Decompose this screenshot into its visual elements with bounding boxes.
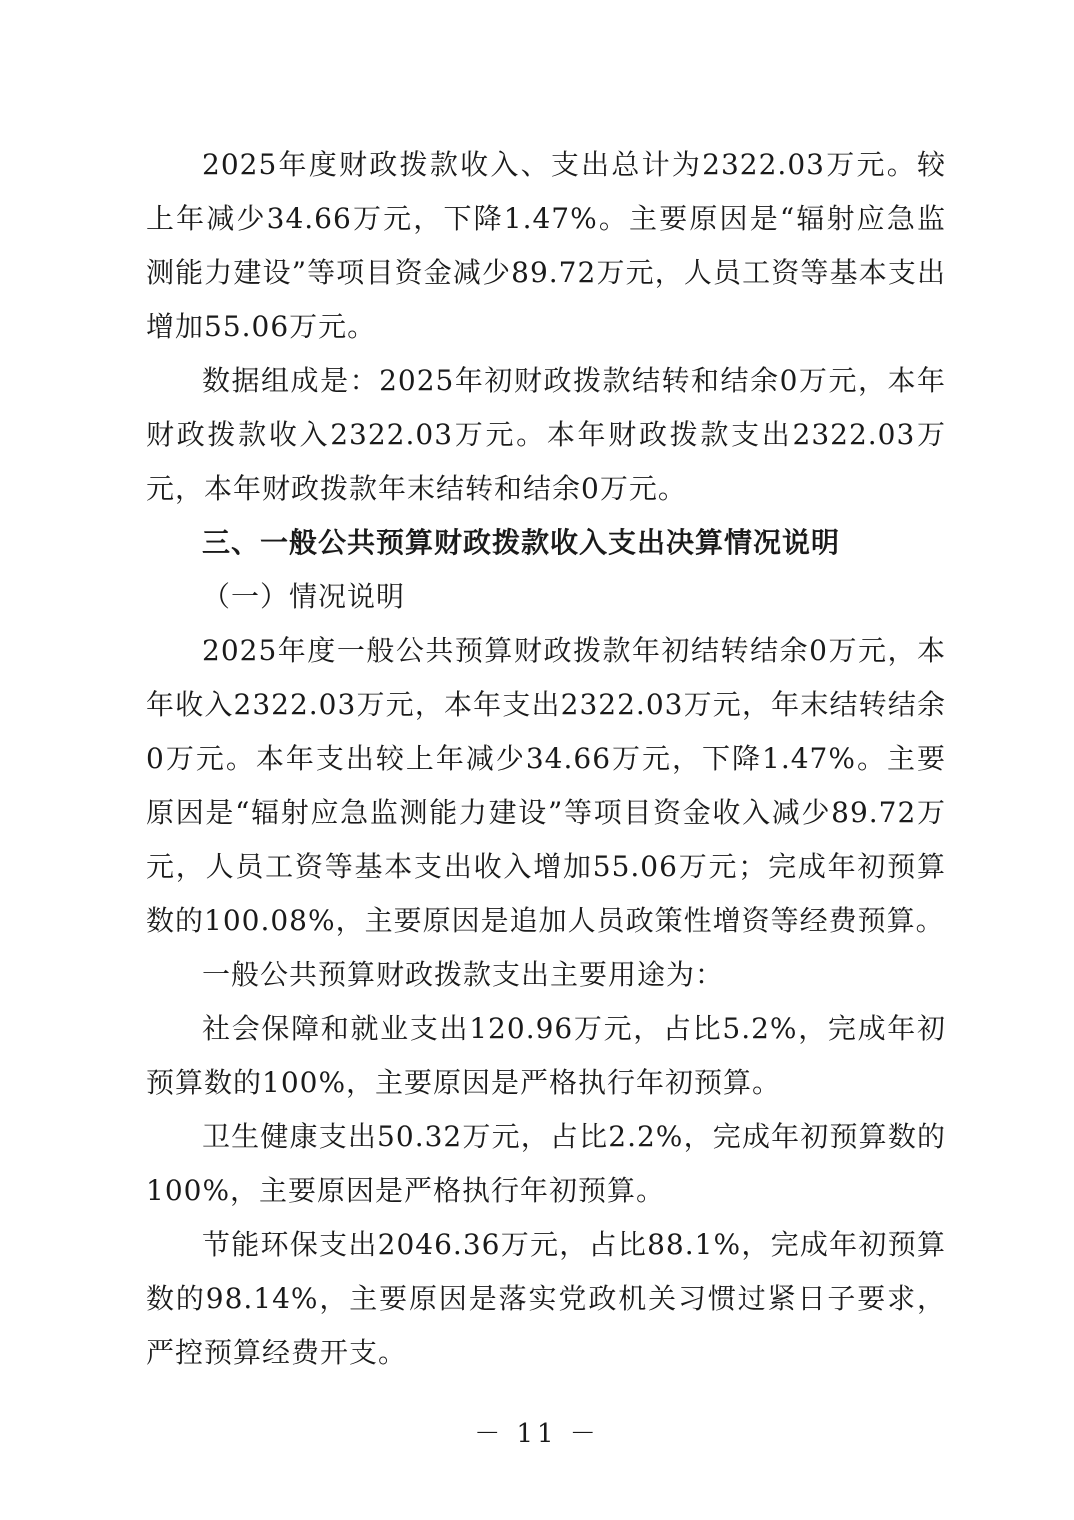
paragraph-health: 卫生健康支出50.32万元，占比2.2%，完成年初预算数的100%，主要原因是严格执行年初预算。 [146,1120,946,1207]
paragraph-main-uses-intro: 一般公共预算财政拨款支出主要用途为： [202,958,725,991]
paragraph-social-security: 社会保障和就业支出120.96万元，占比5.2%，完成年初预算数的100%，主要原因是严格执行年初预算。 [146,1012,946,1099]
paragraph-general-budget: 2025年度一般公共预算财政拨款年初结转结余0万元，本年收入2322.03万元，本年支出2322.03万元，年末结转结余0万元。本年支出较上年减少34.66万元，下降1.47%。主要原因是“辐射应急监测能力建设”等项目资金收入减少89.72万元，人员工资等基本支出收入增加55.06万元；完成年初预算数的100.08%，主要原因是追加人员政策性增资等经费预算。 [146,634,946,937]
subsection-heading: （一）情况说明 [202,580,406,613]
section-heading: 三、一般公共预算财政拨款收入支出决算情况说明 [202,526,841,559]
paragraph-data-composition: 数据组成是：2025年初财政拨款结转和结余0万元，本年财政拨款收入2322.03万元。本年财政拨款支出2322.03万元，本年财政拨款年末结转和结余0万元。 [146,364,946,505]
paragraph-environment: 节能环保支出2046.36万元，占比88.1%，完成年初预算数的98.14%，主要原因是落实党政机关习惯过紧日子要求，严控预算经费开支。 [146,1228,946,1369]
document-body [146,138,946,1380]
paragraph-total-funding: 2025年度财政拨款收入、支出总计为2322.03万元。较上年减少34.66万元，下降1.47%。主要原因是“辐射应急监测能力建设”等项目资金减少89.72万元，人员工资等基本支出增加55.06万元。 [146,148,946,343]
page-number: － 11 － [474,1419,600,1449]
